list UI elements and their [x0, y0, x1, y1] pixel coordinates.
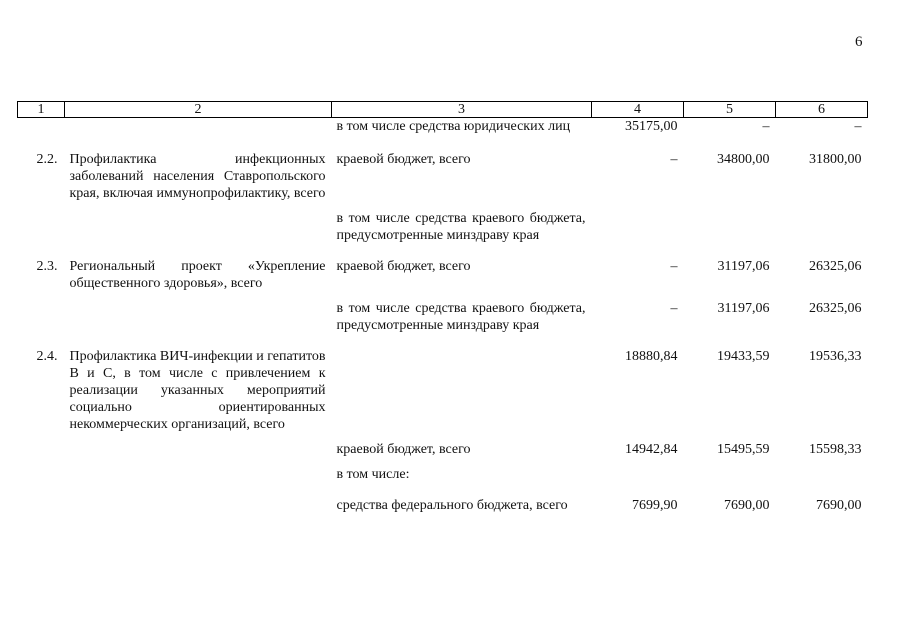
- table-row: [18, 300, 868, 334]
- row-value-col6: 26325,06: [809, 259, 862, 274]
- row-name: [65, 210, 332, 244]
- row-name: [65, 497, 332, 514]
- column-header-4: 4: [592, 102, 684, 118]
- column-header-1: 1: [18, 102, 65, 118]
- table-row: [18, 348, 868, 433]
- budget-table: [17, 101, 868, 514]
- page-number: 6: [855, 34, 863, 50]
- row-value-col5: [684, 210, 776, 244]
- row-source: средства федерального бюджета, всего: [336, 498, 568, 513]
- row-spacer: [18, 334, 868, 348]
- row-number: 2.2.: [36, 152, 58, 167]
- row-spacer: [18, 244, 868, 258]
- table-row: [18, 118, 868, 136]
- row-value-col5: 31197,06: [717, 301, 770, 316]
- row-value-col4: [592, 210, 684, 244]
- row-value-col5: [684, 466, 776, 483]
- column-header-2: 2: [65, 102, 332, 118]
- row-value-col5: –: [762, 119, 770, 134]
- row-value-col4: –: [670, 259, 678, 274]
- row-name: [65, 300, 332, 334]
- table-row: [18, 151, 868, 202]
- row-name: Региональный проект «Укрепление общественного здоровья», всего: [69, 259, 326, 291]
- row-spacer: [18, 202, 868, 210]
- row-value-col5: 15495,59: [717, 442, 770, 457]
- row-spacer: [18, 292, 868, 300]
- table-row: [18, 466, 868, 483]
- row-value-col6: [776, 210, 868, 244]
- row-value-col4: 35175,00: [625, 119, 678, 134]
- row-value-col5: 7690,00: [724, 498, 770, 513]
- row-name: [65, 118, 332, 136]
- row-name: [65, 466, 332, 483]
- row-number: 2.4.: [36, 349, 58, 364]
- row-number: [18, 466, 65, 483]
- row-value-col5: 19433,59: [717, 349, 770, 364]
- column-header-6: 6: [776, 102, 868, 118]
- table-row: [18, 441, 868, 458]
- row-value-col6: 31800,00: [809, 152, 862, 167]
- row-name: Профилактика инфекционных заболеваний населения Ставропольского края, включая иммунопрофилактику, всего: [69, 152, 326, 201]
- row-value-col6: 7690,00: [816, 498, 862, 513]
- row-value-col4: 14942,84: [625, 442, 678, 457]
- column-header-3: 3: [332, 102, 592, 118]
- row-value-col6: –: [854, 119, 862, 134]
- table-row: [18, 210, 868, 244]
- row-source: в том числе средства юридических лиц: [336, 119, 571, 134]
- row-number: [18, 118, 65, 136]
- row-value-col5: 31197,06: [717, 259, 770, 274]
- row-source: краевой бюджет, всего: [336, 152, 471, 167]
- row-name: Профилактика ВИЧ-инфекции и гепатитов В и С, в том числе с привлечением к реализации указанных мероприятий социально ориентированных некоммерческих организаций, всего: [69, 349, 326, 432]
- row-source: в том числе:: [336, 467, 410, 482]
- row-spacer: [18, 483, 868, 497]
- row-value-col6: 15598,33: [809, 442, 862, 457]
- row-source: краевой бюджет, всего: [336, 259, 471, 274]
- row-number: [18, 497, 65, 514]
- row-number: [18, 441, 65, 458]
- row-value-col4: [592, 466, 684, 483]
- table-row: [18, 497, 868, 514]
- row-number: [18, 210, 65, 244]
- row-value-col4: –: [670, 301, 678, 316]
- row-number: 2.3.: [36, 259, 58, 274]
- row-spacer: [18, 135, 868, 151]
- row-source: в том числе средства краевого бюджета, предусмотренные минздраву края: [336, 301, 586, 333]
- row-source: краевой бюджет, всего: [336, 442, 471, 457]
- row-value-col6: [776, 466, 868, 483]
- header-row: [18, 102, 868, 118]
- row-name: [65, 441, 332, 458]
- column-header-5: 5: [684, 102, 776, 118]
- row-spacer: [18, 458, 868, 466]
- row-number: [18, 300, 65, 334]
- row-source: [332, 348, 592, 433]
- row-value-col6: 26325,06: [809, 301, 862, 316]
- row-source: в том числе средства краевого бюджета, предусмотренные минздраву края: [336, 211, 586, 243]
- row-value-col4: 7699,90: [632, 498, 678, 513]
- table-row: [18, 258, 868, 292]
- row-value-col5: 34800,00: [717, 152, 770, 167]
- row-value-col6: 19536,33: [809, 349, 862, 364]
- row-spacer: [18, 433, 868, 441]
- row-value-col4: –: [670, 152, 678, 167]
- row-value-col4: 18880,84: [625, 349, 678, 364]
